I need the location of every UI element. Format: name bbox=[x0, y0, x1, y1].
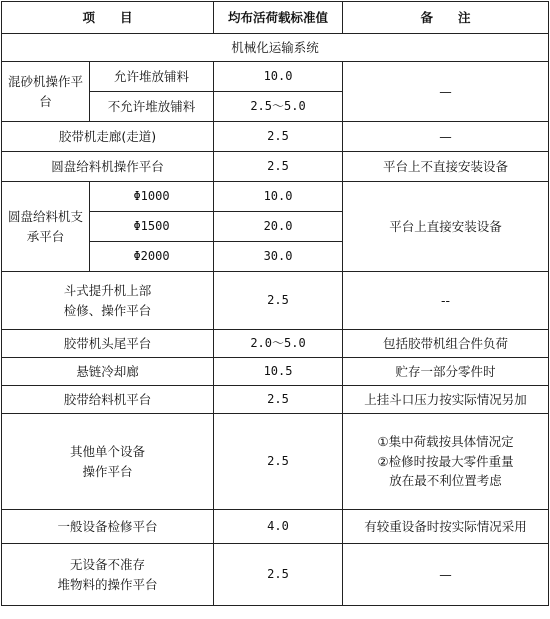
table-row bbox=[2, 510, 549, 544]
row-value: 2.5 bbox=[214, 544, 343, 606]
table-row bbox=[2, 122, 549, 152]
row-note-line: 放在最不利位置考虑 bbox=[389, 473, 502, 489]
section-row bbox=[2, 34, 549, 62]
row-value: 2.5～5.0 bbox=[214, 92, 343, 122]
row-item: 胶带给料机平台 bbox=[2, 386, 214, 414]
row-value: 10.0 bbox=[214, 182, 343, 212]
row-note: — bbox=[343, 62, 549, 122]
row-note: -- bbox=[343, 272, 549, 330]
table-row bbox=[2, 182, 549, 212]
row-note: 包括胶带机组合件负荷 bbox=[343, 330, 549, 358]
row-item-line: 无设备不准存 bbox=[70, 557, 146, 573]
row-item: 圆盘给料机操作平台 bbox=[2, 152, 214, 182]
row-item-line: 斗式提升机上部 bbox=[63, 283, 152, 299]
row-subitem: Φ1000 bbox=[90, 182, 214, 212]
row-note: — bbox=[343, 544, 549, 606]
row-note: 上挂斗口压力按实际情况另加 bbox=[343, 386, 549, 414]
row-item-line: 操作平台 bbox=[82, 463, 133, 479]
row-value: 10.0 bbox=[214, 62, 343, 92]
row-note-line: ①集中荷载按具体情况定 bbox=[377, 434, 514, 450]
row-subitem: 允许堆放铺料 bbox=[90, 62, 214, 92]
header-note: 备 注 bbox=[343, 2, 549, 34]
row-subitem: Φ2000 bbox=[90, 242, 214, 272]
row-note-line: ②检修时按最大零件重量 bbox=[377, 453, 514, 469]
row-item: 圆盘给料机支承平台 bbox=[2, 182, 90, 272]
row-item: 一般设备检修平台 bbox=[2, 510, 214, 544]
table-row bbox=[2, 386, 549, 414]
row-note: 平台上直接安装设备 bbox=[343, 182, 549, 272]
row-item-line: 检修、操作平台 bbox=[63, 302, 152, 318]
header-item: 项 目 bbox=[2, 2, 214, 34]
row-value: 10.5 bbox=[214, 358, 343, 386]
row-item-line: 其他单个设备 bbox=[70, 444, 146, 460]
row-value: 20.0 bbox=[214, 212, 343, 242]
table-row bbox=[2, 272, 549, 330]
table-row bbox=[2, 330, 549, 358]
row-item: 胶带机头尾平台 bbox=[2, 330, 214, 358]
row-item-line: 堆物料的操作平台 bbox=[57, 576, 158, 592]
row-item bbox=[2, 414, 214, 510]
row-value: 2.5 bbox=[214, 152, 343, 182]
table-row bbox=[2, 544, 549, 606]
row-item bbox=[2, 544, 214, 606]
row-subitem: Φ1500 bbox=[90, 212, 214, 242]
row-item bbox=[2, 272, 214, 330]
load-table bbox=[1, 1, 549, 606]
row-value: 2.5 bbox=[214, 272, 343, 330]
row-value: 2.5 bbox=[214, 414, 343, 510]
row-subitem: 不允许堆放铺料 bbox=[90, 92, 214, 122]
row-note: — bbox=[343, 122, 549, 152]
row-note: 贮存一部分零件时 bbox=[343, 358, 549, 386]
row-item: 胶带机走廊(走道) bbox=[2, 122, 214, 152]
table-row bbox=[2, 152, 549, 182]
table-row bbox=[2, 414, 549, 510]
row-note bbox=[343, 414, 549, 510]
table-row bbox=[2, 358, 549, 386]
row-note: 有较重设备时按实际情况采用 bbox=[343, 510, 549, 544]
header-load: 均布活荷载标准值 bbox=[214, 2, 343, 34]
row-item: 混砂机操作平台 bbox=[2, 62, 90, 122]
row-value: 4.0 bbox=[214, 510, 343, 544]
row-value: 2.0～5.0 bbox=[214, 330, 343, 358]
row-item: 悬链冷却廊 bbox=[2, 358, 214, 386]
row-note: 平台上不直接安装设备 bbox=[343, 152, 549, 182]
row-value: 30.0 bbox=[214, 242, 343, 272]
row-value: 2.5 bbox=[214, 122, 343, 152]
row-value: 2.5 bbox=[214, 386, 343, 414]
table-row bbox=[2, 62, 549, 92]
section-title: 机械化运输系统 bbox=[2, 34, 549, 62]
header-row bbox=[2, 2, 549, 34]
